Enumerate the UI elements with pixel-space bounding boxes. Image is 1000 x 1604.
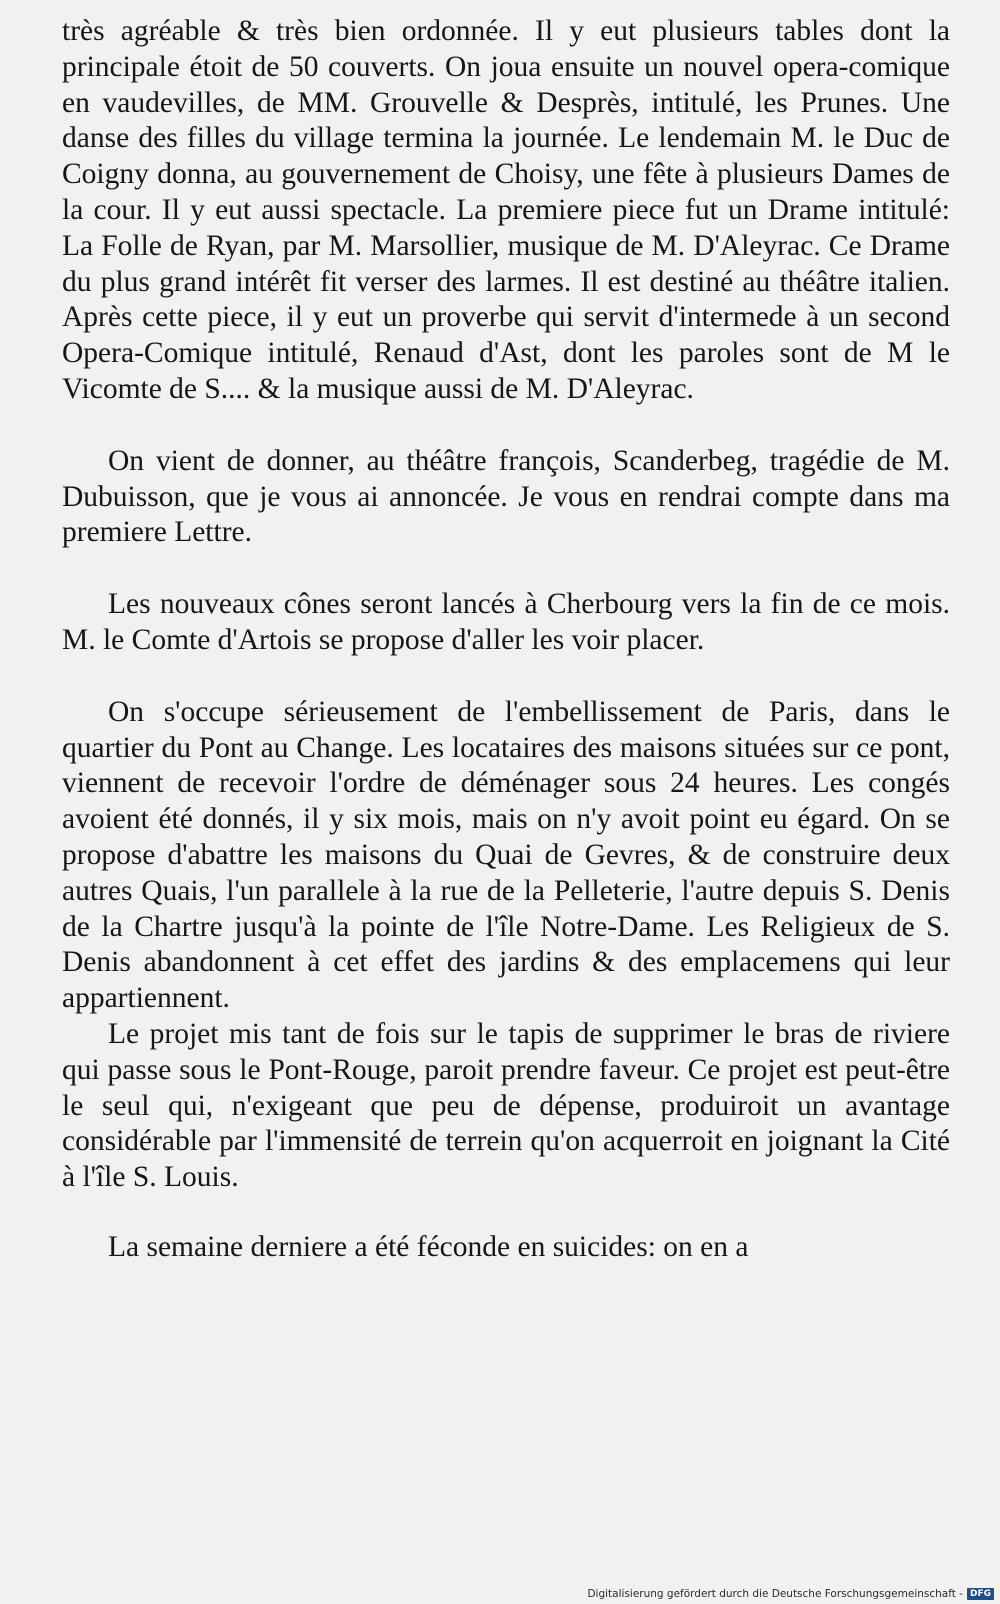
- paragraph-fetes: très agréable & très bien ordonnée. Il y eut plusieurs tables dont la principale étoit de 50 couverts. On joua ensuite un nouvel opera-comique en vaudevilles, de MM. Grouvelle & Desprès, intitulé, les Prunes. Une danse des filles du village termina la journée. Le lendemain M. le Duc de Coigny donna, au gouvernement de Choisy, une fête à plusieurs Dames de la cour. Il y eut aussi spectacle. La premiere piece fut un Drame intitulé: La Folle de Ryan, par M. Marsollier, musique de M. D'Aleyrac. Ce Drame du plus grand intérêt fit verser des larmes. Il est destiné au théâtre italien. Après cette piece, il y eut un proverbe qui servit d'intermede à un second Opera-Comique intitulé, Renaud d'Ast, dont les paroles sont de M le Vicomte de S.... & la musique aussi de M. D'Aleyrac.: [62, 15, 950, 405]
- paragraph-cherbourg: Les nouveaux cônes seront lancés à Cherbourg vers la fin de ce mois. M. le Comte d'Artois se propose d'aller les voir placer.: [62, 588, 950, 656]
- paragraph-paris: On s'occupe sérieusement de l'embellissement de Paris, dans le quartier du Pont au Change. Les locataires des maisons situées sur ce pont, viennent de recevoir l'ordre de déménager sous 24 heures. Les congés avoient été donnés, il y six mois, mais on n'y avoit point eu égard. On se propose d'abattre les maisons du Quai de Gevres, & de construire deux autres Quais, l'un parallele à la rue de la Pelleterie, l'autre depuis S. Denis de la Chartre jusqu'à la pointe de l'île Notre-Dame. Les Religieux de S. Denis abandonnent à cet effet des jardins & des emplacemens qui leur appartiennent.: [62, 695, 950, 1015]
- credit-text: Digitalisierung gefördert durch die Deutsche Forschungsgemeinschaft -: [587, 1588, 963, 1600]
- dfg-logo: DFG: [967, 1588, 994, 1600]
- paragraph-pont-rouge: Le projet mis tant de fois sur le tapis de supprimer le bras de riviere qui passe sous le Pont-Rouge, paroit prendre faveur. Ce projet est peut-être le seul qui, n'exigeant que peu de dépense, produiroit un avantage considérable par l'immensité de terrein qu'on acquerroit en joignant la Cité à l'île S. Louis.: [62, 1017, 950, 1194]
- text-column: [62, 14, 950, 1266]
- digitization-credit: [587, 1588, 994, 1600]
- paragraph-suicides: La semaine derniere a été féconde en suicides: on en a: [108, 1230, 749, 1263]
- paragraph-scanderbeg: On vient de donner, au théâtre françois, Scanderbeg, tragédie de M. Dubuisson, que je vous ai annoncée. Je vous en rendrai compte dans ma premiere Lettre.: [62, 444, 950, 549]
